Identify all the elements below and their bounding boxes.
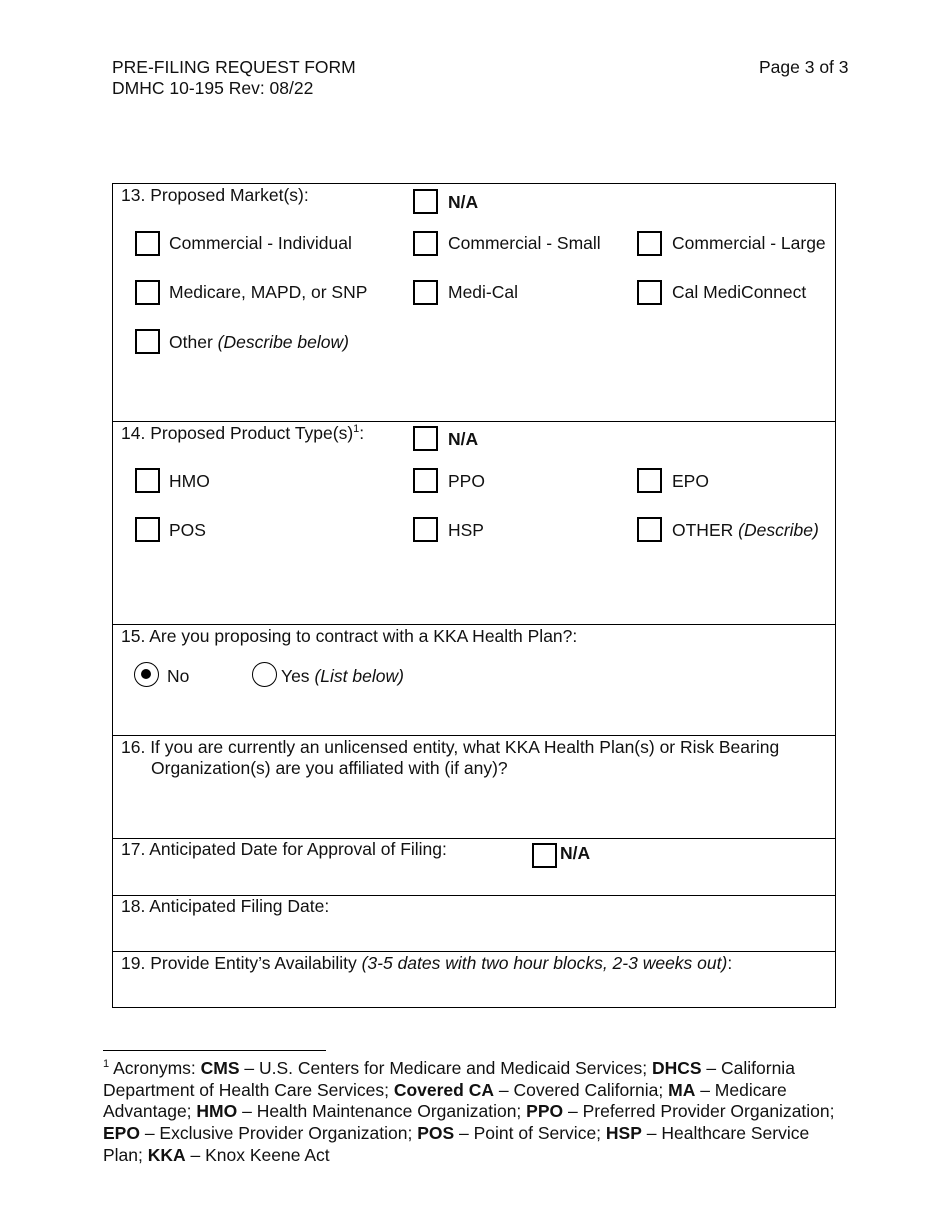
acronym-definition: – Healthcare Service Plan;: [103, 1123, 810, 1165]
row-divider: [112, 421, 836, 422]
market-medi-cal-label: Medi-Cal: [448, 282, 519, 302]
acronym-term: EPO: [103, 1123, 140, 1144]
market-commercial-small-checkbox[interactable]: [413, 231, 438, 256]
form-table: [112, 183, 836, 1008]
product-other-checkbox[interactable]: [637, 517, 662, 542]
market-cal-mediconnect-label: Cal MediConnect: [672, 282, 807, 302]
acronym-term: HSP: [605, 1123, 642, 1144]
acronym-term: PPO: [526, 1101, 564, 1122]
acronym-term: HMO: [196, 1101, 238, 1122]
q13-na-label: N/A: [448, 192, 479, 212]
product-epo-checkbox[interactable]: [637, 468, 662, 493]
market-medicare-checkbox[interactable]: [135, 280, 160, 305]
acronym-term: MA: [668, 1079, 696, 1100]
q16-label-line1: 16. If you are currently an unlicensed entity, what KKA Health Plan(s) or Risk Bearing: [121, 737, 780, 757]
market-commercial-individual-checkbox[interactable]: [135, 231, 160, 256]
footnote-mark: 1: [103, 1058, 110, 1071]
acronym-definition: – California Department of Health Care Services;: [103, 1058, 795, 1100]
market-commercial-individual-label: Commercial - Individual: [169, 233, 352, 253]
page-number: Page 3 of 3: [759, 57, 849, 77]
q18-label: 18. Anticipated Filing Date:: [121, 896, 330, 916]
product-ppo-checkbox[interactable]: [413, 468, 438, 493]
market-commercial-small-label: Commercial - Small: [448, 233, 601, 253]
acronym-term: KKA: [147, 1144, 186, 1165]
q19-label: 19. Provide Entity’s Availability (3-5 dates with two hour blocks, 2-3 weeks out):: [121, 953, 733, 973]
q17-na-label: N/A: [560, 843, 591, 863]
acronym-term: POS: [417, 1123, 455, 1144]
market-other-checkbox[interactable]: [135, 329, 160, 354]
footnote: $^1$ Acronyms: CMS – U.S. Centers for Medicare and Medicaid Services; DHCS – California Department of Health Care Services; Covered CA – Covered California; MA – Medicare Advantage; HMO – Health Maintenance Organization; PPO – Preferred Provider Organization; EPO – Exclusive Provider Organization; POS – Point of Service; HSP – Healthcare Service Plan; KKA – Knox Keene Act: [103, 1058, 835, 1165]
kka-yes-label: Yes (List below): [281, 666, 404, 686]
product-hsp-label: HSP: [448, 520, 484, 540]
product-epo-label: EPO: [672, 471, 709, 491]
acronym-definition: – Preferred Provider Organization;: [563, 1101, 835, 1122]
row-divider: [112, 951, 836, 952]
kka-no-radio[interactable]: [134, 662, 159, 687]
radio-selected-dot: [141, 669, 151, 679]
market-commercial-large-checkbox[interactable]: [637, 231, 662, 256]
acronym-term: CMS: [200, 1058, 240, 1078]
q17-na-checkbox[interactable]: [532, 843, 557, 868]
q14-na-checkbox[interactable]: [413, 426, 438, 451]
acronym-term: Covered CA: [393, 1079, 494, 1100]
product-other-label: OTHER (Describe): [672, 520, 819, 540]
row-divider: [112, 735, 836, 736]
market-other-label: Other (Describe below): [169, 332, 349, 352]
acronym-definition: – Point of Service;: [454, 1123, 606, 1144]
product-hmo-label: HMO: [169, 471, 210, 491]
q15-label: 15. Are you proposing to contract with a KKA Health Plan?:: [121, 626, 578, 646]
q17-label: 17. Anticipated Date for Approval of Filing:: [121, 839, 447, 859]
footnote-rule: [103, 1050, 326, 1051]
product-pos-checkbox[interactable]: [135, 517, 160, 542]
form-title: PRE-FILING REQUEST FORM: [112, 57, 356, 77]
product-ppo-label: PPO: [448, 471, 485, 491]
kka-yes-radio[interactable]: [252, 662, 277, 687]
product-hmo-checkbox[interactable]: [135, 468, 160, 493]
market-medi-cal-checkbox[interactable]: [413, 280, 438, 305]
acronym-definition: – Health Maintenance Organization;: [237, 1101, 527, 1122]
q16-label-line2: Organization(s) are you affiliated with (if any)?: [151, 758, 508, 778]
acronym-definition: – Covered California;: [494, 1079, 669, 1100]
q13-na-checkbox[interactable]: [413, 189, 438, 214]
product-hsp-checkbox[interactable]: [413, 517, 438, 542]
q13-label: 13. Proposed Market(s):: [121, 185, 309, 205]
market-cal-mediconnect-checkbox[interactable]: [637, 280, 662, 305]
q14-label: 14. Proposed Product $Type(s)^1$:: [121, 423, 365, 443]
product-pos-label: POS: [169, 520, 206, 540]
market-medicare-label: Medicare, MAPD, or SNP: [169, 282, 368, 302]
acronym-definition: – Exclusive Provider Organization;: [139, 1123, 418, 1144]
row-divider: [112, 624, 836, 625]
market-commercial-large-label: Commercial - Large: [672, 233, 826, 253]
acronym-definition: – Medicare Advantage;: [103, 1079, 787, 1122]
acronym-definition: – Knox Keene Act: [185, 1144, 330, 1165]
kka-no-label: No: [167, 666, 190, 686]
form-id: DMHC 10-195 Rev: 08/22: [112, 78, 314, 98]
acronym-definition: – U.S. Centers for Medicare and Medicaid Services;: [239, 1058, 652, 1078]
footnote-ref: 1: [353, 423, 360, 436]
q14-na-label: N/A: [448, 429, 479, 449]
acronym-list: [103, 1058, 835, 1165]
acronym-term: DHCS: [651, 1058, 702, 1078]
